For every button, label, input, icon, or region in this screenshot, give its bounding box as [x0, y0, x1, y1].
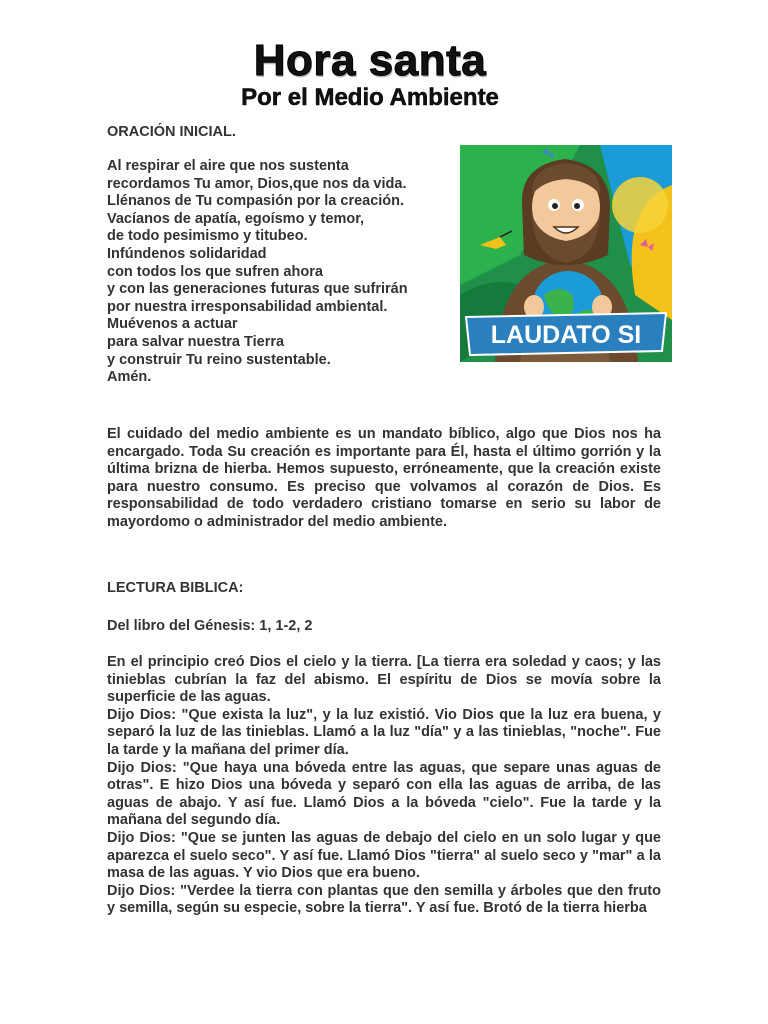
page-subtitle: Por el Medio Ambiente [241, 84, 499, 111]
prayer-line: Al respirar el aire que nos sustenta [107, 158, 349, 174]
prayer-line: Muévenos a actuar [107, 316, 238, 333]
prayer-line: y con las generaciones futuras que sufrirán [107, 281, 408, 298]
prayer-line: Vacíanos de apatía, egoísmo y temor, [107, 210, 365, 227]
prayer-line: con todos los que sufren ahora [107, 263, 323, 280]
prayer-line: recordamos Tu amor, Dios,que nos da vida. [107, 175, 407, 192]
prayer-line: para salvar nuestra Tierra [107, 333, 285, 350]
intro-paragraph: El cuidado del medio ambiente es un mandato bíblico, algo que Dios nos ha encargado. Toda Su creación es importante para Él, hasta el último gorrión y la última brizna de hierba. Hemos supuesto, erróneamente, que la creación existe para nuestro consumo. Es preciso que volvamos al corazón de Dios. Es responsabilidad de todo verdadero cristiano tomarse en serio su labor de mayordomo o administrador del medio ambiente. [107, 426, 661, 530]
prayer-line: por nuestra irresponsabilidad ambiental. [107, 298, 388, 315]
reading-heading: LECTURA BIBLICA: [107, 580, 244, 596]
reading-paragraph: Dijo Dios: "Que se junten las aguas de debajo del cielo en un solo lugar y que aparezca el suelo seco". Y así fue. Llamó Dios "tierra" al suelo seco y "mar" a la masa de las aguas. Y vio Dios que era bueno. [107, 829, 661, 882]
reading-body [107, 654, 661, 918]
prayer-line: Llénanos de Tu compasión por la creación. [107, 193, 405, 210]
page-title: Hora santa [253, 36, 487, 85]
opening-prayer [107, 158, 447, 387]
reading-paragraph: Dijo Dios: "Que exista la luz", y la luz existió. Vio Dios que la luz era buena, y separó la luz de las tinieblas. Llamó a la luz "día" y a las tinieblas, "noche". Fue la tarde y la mañana del primer día. [107, 706, 661, 758]
reading-source: Del libro del Génesis: 1, 1-2, 2 [107, 618, 313, 634]
prayer-line: de todo pesimismo y titubeo. [107, 228, 308, 245]
reading-paragraph: Dijo Dios: "Verdee la tierra con plantas que den semilla y árboles que den fruto y semilla, según su especie, sobre la tierra". Y así fue. Brotó de la tierra hierba [107, 882, 661, 917]
reading-paragraph: En el principio creó Dios el cielo y la tierra. [La tierra era soledad y caos; y las tinieblas cubrían la faz del abismo. El espíritu de Dios se movía sobre la superficie de las aguas. [107, 654, 661, 706]
prayer-line: y construir Tu reino sustentable. [107, 351, 331, 368]
prayer-line: Infúndenos solidaridad [107, 245, 267, 262]
prayer-line: Amén. [107, 369, 152, 386]
opening-prayer-heading: ORACIÓN INICIAL. [107, 124, 236, 140]
reading-paragraph: Dijo Dios: "Que haya una bóveda entre las aguas, que separe unas aguas de otras". E hizo Dios una bóveda y separó con ella las aguas de arriba, de las aguas de abajo. Y así fue. Llamó Dios a la bóveda "cielo". Fue la tarde y la mañana del segundo día. [107, 759, 661, 829]
banner-text: LAUDATO SI [490, 321, 642, 349]
laudato-si-illustration [460, 145, 672, 362]
